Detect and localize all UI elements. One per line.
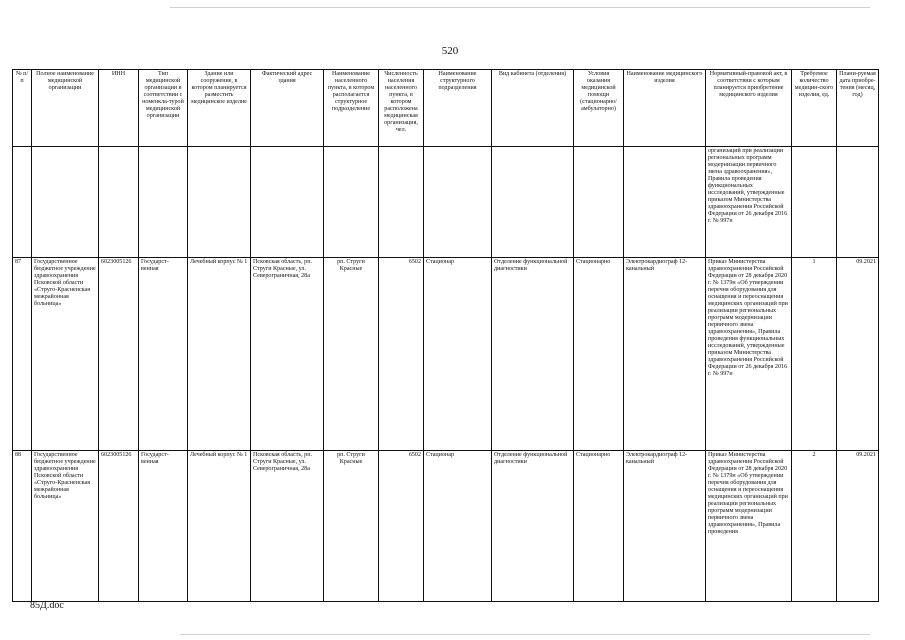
- cell-cabinet: Отделение функциональной диагностики: [492, 451, 574, 602]
- cell-unit: Стационар: [424, 258, 492, 451]
- col-header-org: Полное наименование медицинской организации: [32, 70, 99, 147]
- col-header-date: Плани-руемая дата приобре-тения (месяц, год): [837, 70, 879, 147]
- cell-conditions: Стационарно: [574, 451, 624, 602]
- cell-type: Государст-венная: [139, 258, 188, 451]
- page-number: 520: [441, 45, 459, 57]
- cell-unit: Стационар: [424, 451, 492, 602]
- col-header-conditions: Условия оказания медицинской помощи (стационарно/ амбулаторно): [574, 70, 624, 147]
- col-header-type: Тип медицинской организации в соответствии с номенкла-турой медицинской организации: [139, 70, 188, 147]
- cell-quantity: 1: [792, 258, 837, 451]
- col-header-device: Наименование медицинского изделия: [624, 70, 706, 147]
- cell-inn: 6023005126: [99, 258, 139, 451]
- cell-building: Лечебный корпус № 1: [188, 451, 251, 602]
- table-row-continuation: [13, 147, 879, 258]
- cell-quantity: 2: [792, 451, 837, 602]
- cell-num: 87: [13, 258, 32, 451]
- col-header-population: Численность населения населенного пункта, в котором расположена медицинская организация, чел.: [379, 70, 424, 147]
- col-header-address: Фактический адрес здания: [251, 70, 324, 147]
- cell-date: 09.2021: [837, 258, 879, 451]
- cell-device: Электрокардиограф 12-канальный: [624, 258, 706, 451]
- cell-address: Псковская область, рп. Струги Красные, ул. Северограничная, 28а: [251, 258, 324, 451]
- cell-locality: рп. Струги Красные: [324, 258, 379, 451]
- cell-conditions: Стационарно: [574, 258, 624, 451]
- equipment-register-table: [12, 69, 879, 602]
- table-row: [13, 451, 879, 602]
- cell-cabinet: Отделение функциональной диагностики: [492, 258, 574, 451]
- cell-population: 6502: [379, 258, 424, 451]
- cell-act: Приказ Министерства здравоохранения Российской Федерации от 28 декабря 2020 г. № 1379н «Об утверждении перечня оборудования для оснащения и переоснащения медицинских организаций при реализации региональных программ модернизации первичного звена здравоохранения», Правила проведения функциональных исследований, утвержденные приказом Министерства здравоохранения Российской Федерации от 26 декабря 2016 г. № 997н: [706, 258, 792, 451]
- col-header-quantity: Требуемое количество медицин-ского изделия, ед.: [792, 70, 837, 147]
- cell-org: Государственное бюджетное учреждение здравоохранения Псковской области «Струго-Красненская межрайонная больница»: [32, 451, 99, 602]
- cell-num: 88: [13, 451, 32, 602]
- cell-date: 09.2021: [837, 451, 879, 602]
- cell-type: Государст-венная: [139, 451, 188, 602]
- col-header-locality: Наименование населенного пункта, в котором располагается структурное подразделение: [324, 70, 379, 147]
- continuation-act-text: организаций при реализации региональных программ модернизации первичного звена здравоохранения», Правила проведения функциональных исследований, утвержденные приказом Министерства здравоохранения Российской Федерации от 26 декабря 2016 г. № 997н: [706, 147, 792, 258]
- table-header-row: [13, 70, 879, 147]
- cell-inn: 6023005126: [99, 451, 139, 602]
- cell-address: Псковская область, рп. Струги Красные, ул. Северограничная, 28а: [251, 451, 324, 602]
- cell-population: 6502: [379, 451, 424, 602]
- cell-building: Лечебный корпус № 1: [188, 258, 251, 451]
- scan-edge-bottom: [180, 634, 870, 635]
- cell-act: Приказ Министерства здравоохранения Российской Федерации от 28 декабря 2020 г. № 1379н «Об утверждении перечня оборудования для оснащения и переоснащения медицинских организаций при реализации региональных программ модернизации первичного звена здравоохранения», Правила проведения: [706, 451, 792, 602]
- cell-org: Государственное бюджетное учреждение здравоохранения Псковской области «Струго-Красненская межрайонная больница»: [32, 258, 99, 451]
- col-header-inn: ИНН: [99, 70, 139, 147]
- table-row: [13, 258, 879, 451]
- cell-locality: рп. Струги Красные: [324, 451, 379, 602]
- document-filename: 85Д.doc: [30, 600, 64, 611]
- cell-device: Электрокардиограф 12-канальный: [624, 451, 706, 602]
- col-header-building: Здание или сооружение, в котором планируется разместить медицинское изделие: [188, 70, 251, 147]
- scan-edge-top: [170, 7, 870, 8]
- col-header-act: Нормативный-правовой акт, в соответствии с которым планируется приобретение медицинского изделия: [706, 70, 792, 147]
- col-header-num: № п/п: [13, 70, 32, 147]
- col-header-cabinet: Вид кабинета (отделения): [492, 70, 574, 147]
- col-header-unit: Наименование структурного подразделения: [424, 70, 492, 147]
